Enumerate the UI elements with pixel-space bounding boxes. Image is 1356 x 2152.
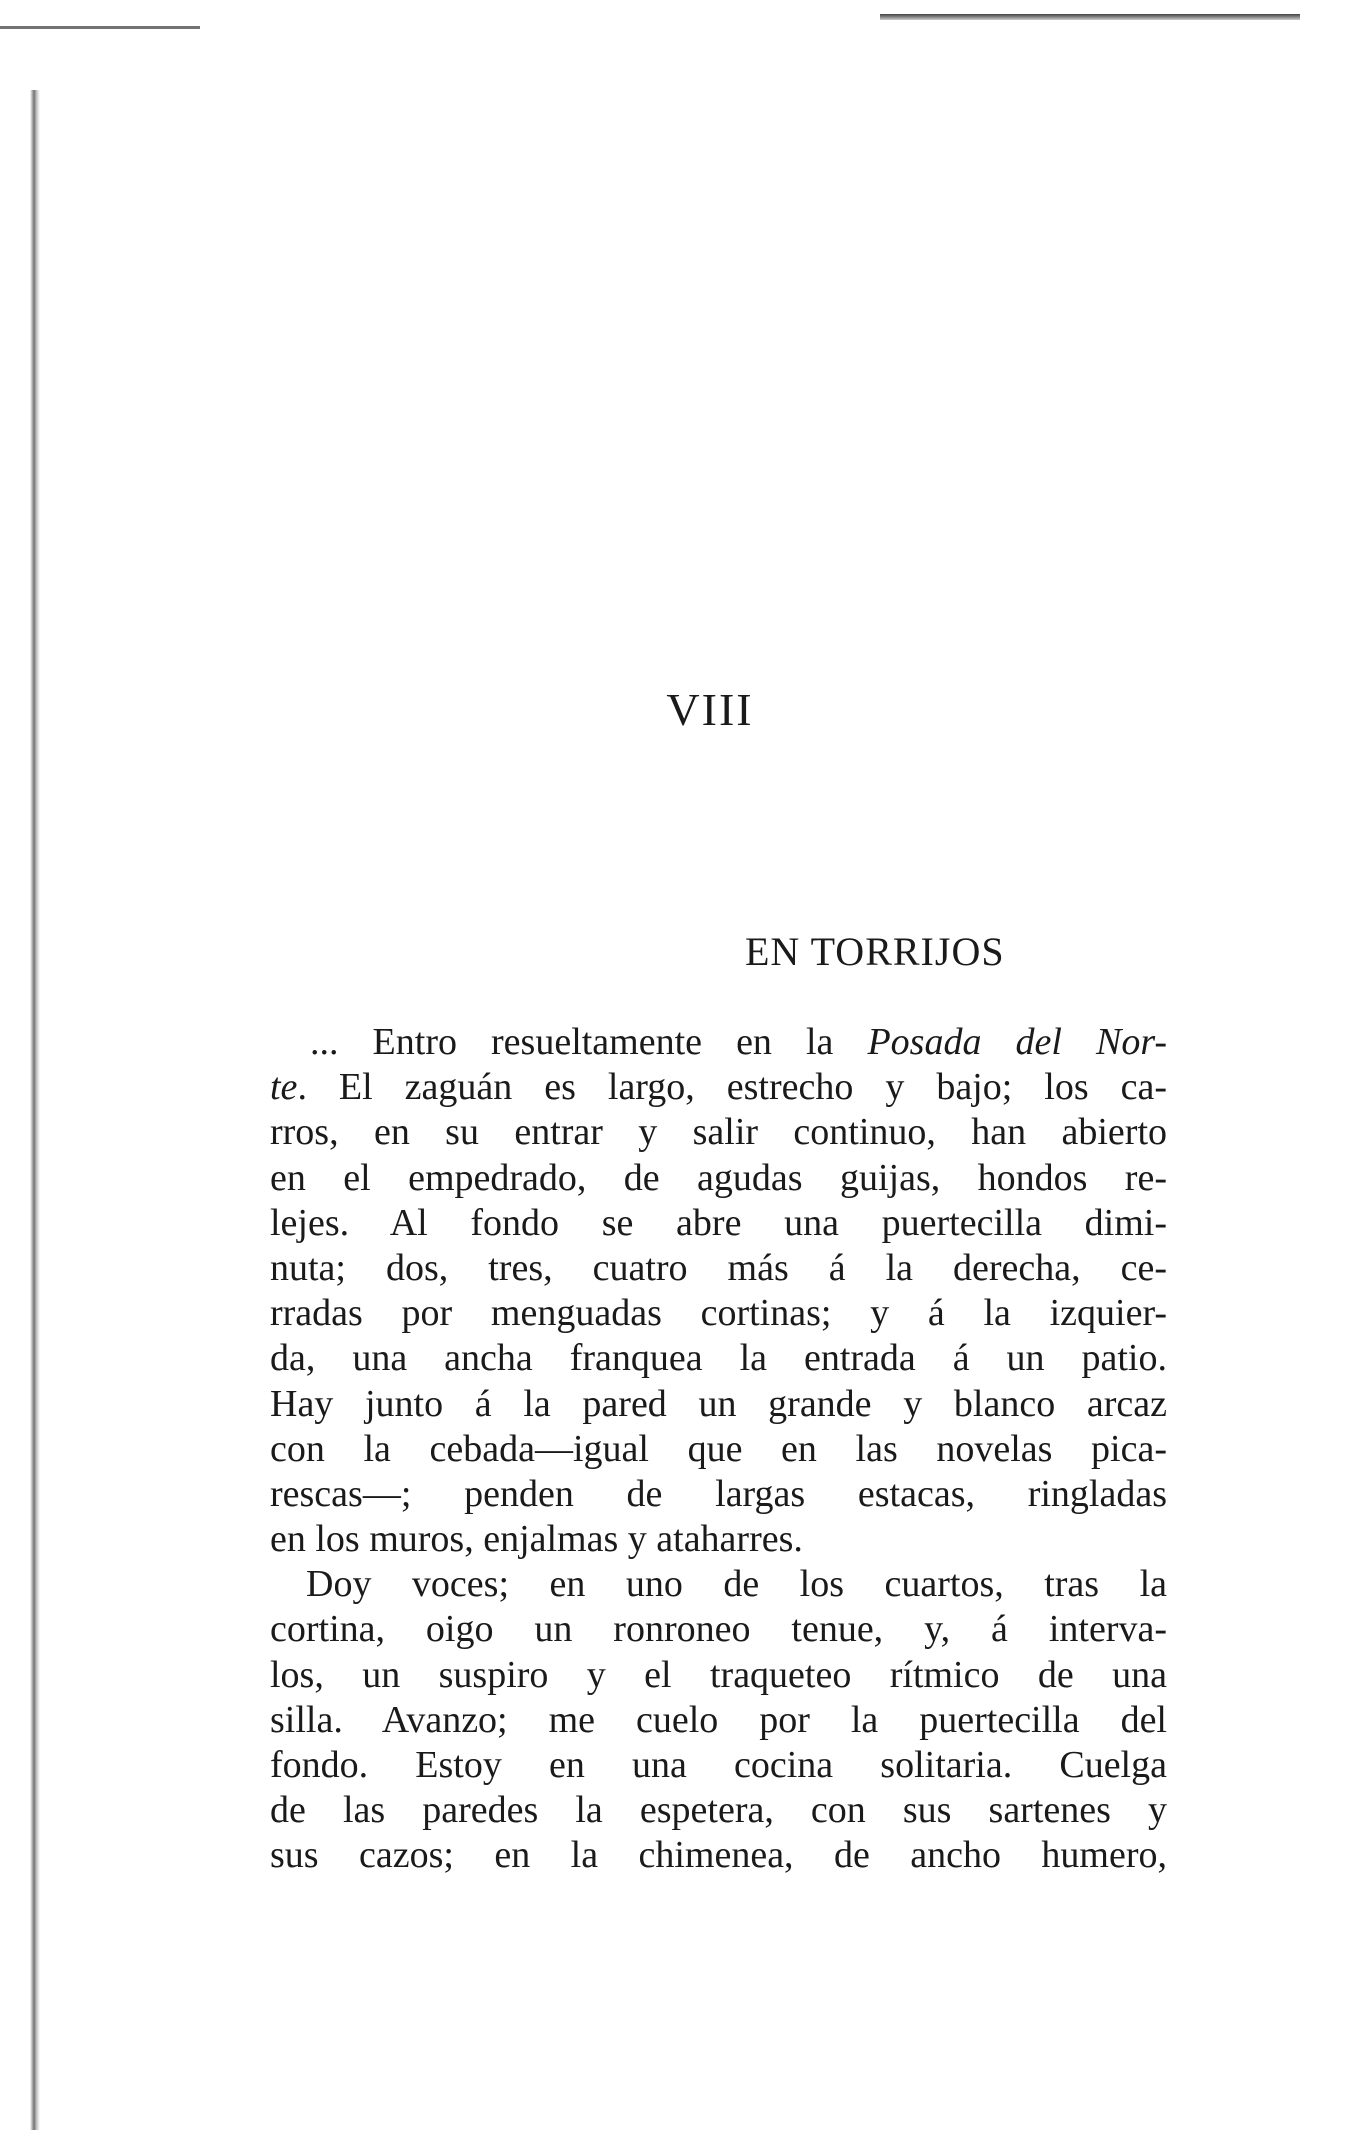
paragraph-1-line-7: rradas por menguadas cortinas; y á la izquier- <box>270 1292 1167 1335</box>
italic-title: Posada del Nor- <box>867 1021 1167 1063</box>
paragraph-1-line-4: en el empedrado, de agudas guijas, hondos re- <box>270 1156 1167 1199</box>
paragraph-1-line-11: rescas—; penden de largas estacas, ringladas <box>270 1472 1167 1515</box>
scan-edge-top <box>880 14 1300 20</box>
paragraph-1-line-1 <box>270 1020 1167 1065</box>
paragraph-1-line-2 <box>270 1065 1167 1110</box>
paragraph-1-line-8: da, una ancha franquea la entrada á un patio. <box>270 1337 1167 1380</box>
paragraph-2-line-3: los, un suspiro y el traqueteo rítmico de una <box>270 1653 1167 1696</box>
scan-edge-top-left <box>0 26 200 29</box>
paragraph-2-line-5: fondo. Estoy en una cocina solitaria. Cuelga <box>270 1744 1167 1786</box>
paragraph-1-line-3: rros, en su entrar y salir continuo, han abierto <box>270 1111 1167 1154</box>
paragraph-2-line-6: de las paredes la espetera, con sus sartenes y <box>270 1789 1167 1832</box>
paragraph-2-line-7: sus cazos; en la chimenea, de ancho humero, <box>270 1834 1167 1877</box>
paragraph-2-line-4: silla. Avanzo; me cuelo por la puertecilla del <box>270 1698 1167 1741</box>
paragraph-1-line-6: nuta; dos, tres, cuatro más á la derecha, ce- <box>270 1246 1167 1289</box>
paragraph-1-line-12: en los muros, enjalmas y ataharres. <box>270 1518 803 1561</box>
paragraph-1-line-2-text: . El zaguán es largo, estrecho y bajo; los ca- <box>297 1066 1167 1109</box>
paragraph-1-line-9: Hay junto á la pared un grande y blanco arcaz <box>270 1382 1167 1425</box>
chapter-title: EN TORRIJOS <box>745 929 1005 974</box>
paragraph-1-line-1-text: ... Entro resueltamente en la <box>310 1021 834 1063</box>
chapter-number: VIII <box>666 684 754 735</box>
paragraph-1-line-10: con la cebada—igual que en las novelas pica- <box>270 1427 1167 1470</box>
paragraph-2-line-1: Doy voces; en uno de los cuartos, tras la <box>306 1563 1167 1606</box>
paragraph-1-line-5: lejes. Al fondo se abre una puertecilla dimi- <box>270 1201 1167 1244</box>
paragraph-2-line-2: cortina, oigo un ronroneo tenue, y, á interva- <box>270 1608 1167 1651</box>
italic-title-continuation: te <box>270 1066 298 1109</box>
scan-edge-left <box>30 90 40 2130</box>
body-text <box>270 1020 1167 1879</box>
